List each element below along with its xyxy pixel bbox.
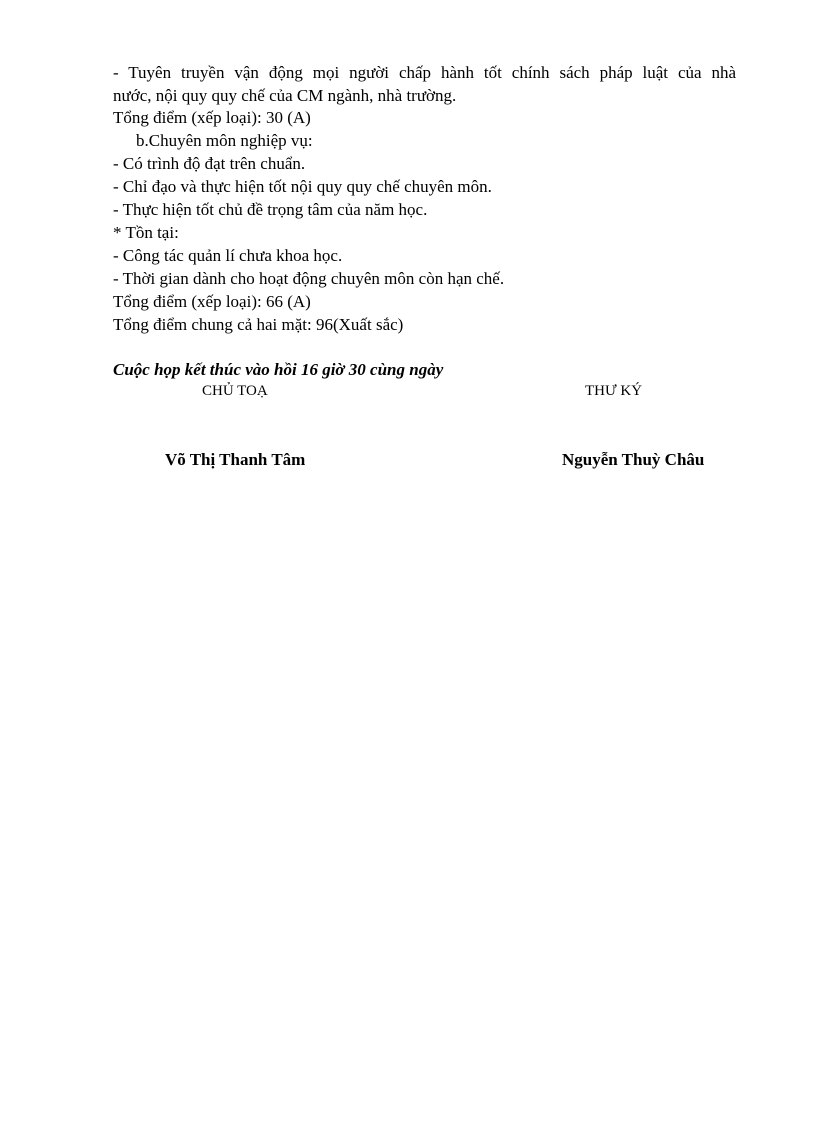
body-line-management: - Công tác quản lí chưa khoa học. [113,246,343,265]
secretary-name: Nguyễn Thuỳ Châu [562,450,705,469]
chair-name: Võ Thị Thanh Tâm [165,450,306,469]
section-heading-shortcomings: * Tồn tại: [113,223,179,242]
body-line-total-score: Tổng điểm chung cả hai mặt: 96(Xuất sắc) [113,315,404,334]
body-line-direction: - Chỉ đạo và thực hiện tốt nội quy quy chế chuyên môn. [113,177,492,196]
chair-title: CHỦ TOẠ [202,383,268,399]
body-line-score-ethics: Tổng điểm (xếp loại): 30 (A) [113,108,311,127]
secretary-title: THƯ KÝ [585,383,643,399]
body-line-time: - Thời gian dành cho hoạt động chuyên môn còn hạn chế. [113,269,505,288]
closing-statement: Cuộc họp kết thúc vào hồi 16 giờ 30 cùng ngày [113,360,444,379]
body-line-score-professional: Tổng điểm (xếp loại): 66 (A) [113,292,311,311]
section-heading-professional: b.Chuyên môn nghiệp vụ: [136,131,313,150]
body-line-qualification: - Có trình độ đạt trên chuẩn. [113,154,306,173]
body-line-propaganda: - Tuyên truyền vận động mọi người chấp hành tốt chính sách pháp luật của nhà [113,63,736,82]
body-line-propaganda-cont: nước, nội quy quy chế của CM ngành, nhà trường. [113,86,457,105]
body-line-theme: - Thực hiện tốt chủ đề trọng tâm của năm học. [113,200,428,219]
